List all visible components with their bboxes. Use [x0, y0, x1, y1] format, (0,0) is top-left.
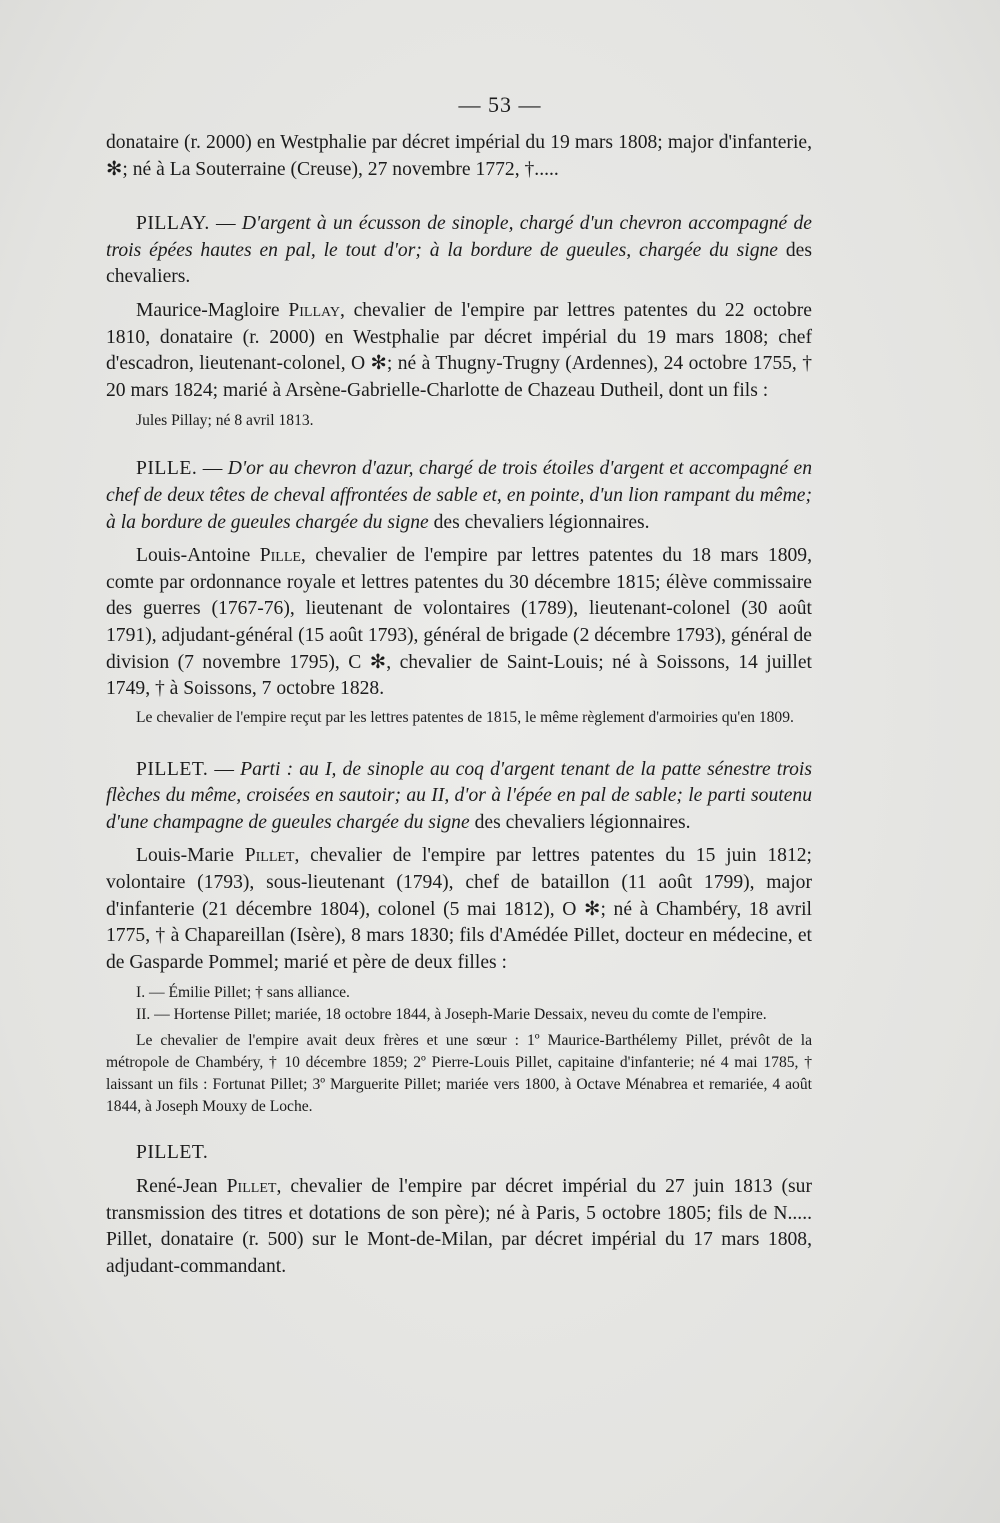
biography-text: , chevalier de l'empire par lettres patentes du 18 mars 1809, comte par ordonnance royale et lettres patentes du 30 décembre 1815; élève commissaire des guerres (1767-76), lieutenant de volontaires (1789), lieutenant-colonel (30 août 1791), adjudant-général (15 août 1793), général de brigade (2 décembre 1793), général de division (7 novembre 1795), C ✻, chevalier de Saint-Louis; né à Soissons, 14 juillet 1749, † à Soissons, 7 octobre 1828.: [106, 545, 812, 700]
descendant-line: II. — Hortense Pillet; mariée, 18 octobre 1844, à Joseph-Marie Dessaix, neveu du comte de l'empire.: [136, 1006, 767, 1024]
entry-heading-pillay: [106, 211, 812, 291]
biography-text: , chevalier de l'empire par décret impérial du 27 juin 1813 (sur transmission des titres et dotations de son père); né à Paris, 5 octobre 1805; fils de N..... Pillet, donataire (r. 500) sur le Mont-de-Milan, par décret impérial du 17 mars 1808, adjudant-commandant.: [106, 1176, 813, 1277]
page-content: [106, 130, 812, 1280]
entry-heading-pillet-2: [106, 1140, 812, 1167]
entry-note: Le chevalier de l'empire reçut par les lettres patentes de 1815, le même règlement d'armoiries qu'en 1809.: [136, 708, 794, 726]
blazon-tail: des chevaliers légionnaires.: [469, 811, 691, 833]
heading-dash: —: [197, 458, 228, 480]
descendant-line: I. — Émilie Pillet; † sans alliance.: [136, 984, 350, 1002]
biography-text: , chevalier de l'empire par lettres patentes du 22 octobre 1810, donataire (r. 2000) en Westphalie par décret impérial du 19 mars 1808; chef d'escadron, lieutenant-colonel, O ✻; né à Thugny-Trugny (Ardennes), 24 octobre 1755, † 20 mars 1824; marié à Arsène-Gabrielle-Charlotte de Chazeau Dutheil, dont un fils :: [106, 299, 812, 401]
given-name: Maurice-Magloire: [136, 299, 289, 321]
heading-dash: —: [208, 758, 241, 780]
entry-note: Le chevalier de l'empire avait deux frères et une sœur : 1º Maurice-Barthélemy Pillet, prévôt de la métropole de Chambéry, † 10 décembre 1859; 2º Pierre-Louis Pillet, capitaine d'infanterie; né 4 mai 1785, † laissant un fils : Fortunat Pillet; 3º Marguerite Pillet; mariée vers 1800, à Octave Ménabrea et remariée, 4 août 1844, à Joseph Mouxy de Loche.: [106, 1032, 812, 1116]
surname: Pillet: [244, 845, 295, 867]
entry-biography-pillet: [106, 843, 812, 976]
surname: Pillay: [288, 299, 340, 321]
entry-name: PILLE.: [136, 458, 198, 480]
continuation-paragraph: donataire (r. 2000) en Westphalie par décret impérial du 19 mars 1808; major d'infanterie, ✻; né à La Souterraine (Creuse), 27 novembre 1772, †.....: [106, 132, 812, 180]
page-number: — 53 —: [458, 92, 542, 117]
blazon-tail: des chevaliers légionnaires.: [428, 511, 650, 533]
entry-biography-pillay: [106, 298, 812, 404]
blazon-tail: des chevaliers.: [106, 239, 812, 288]
given-name: René-Jean: [136, 1176, 227, 1198]
entry-biography-pille: [106, 543, 812, 703]
entry-name: PILLET.: [136, 758, 209, 780]
heading-dash: —: [209, 213, 242, 235]
biography-text: , chevalier de l'empire par lettres patentes du 15 juin 1812; volontaire (1793), sous-lieutenant (1794), chef de bataillon (11 août 1799), major d'infanterie (21 décembre 1804), colonel (5 mai 1812), O ✻; né à Chambéry, 18 avril 1775, † à Chapareillan (Isère), 8 mars 1830; fils d'Amédée Pillet, docteur en médecine, et de Gasparde Pommel; marié et père de deux filles :: [106, 845, 812, 973]
entry-name: PILLAY.: [136, 213, 210, 235]
given-name: Louis-Antoine: [136, 545, 260, 567]
blazon-text: D'argent à un écusson de sinople, chargé d'un chevron accompagné de trois épées hautes en pal, le tout d'or; à la bordure de gueules, chargée du signe: [106, 213, 813, 261]
blazon-text: Parti : au I, de sinople au coq d'argent tenant de la patte sénestre trois flèches du même, croisées en sautoir; au II, d'or à l'épée en pal de sable; le parti soutenu d'une champagne de gueules chargée du signe: [106, 758, 812, 833]
blazon-text: D'or au chevron d'azur, chargé de trois étoiles d'argent et accompagné en chef de deux têtes de cheval affrontées de sable et, en pointe, d'un lion rampant du même; à la bordure de gueules chargée du signe: [106, 458, 812, 533]
given-name: Louis-Marie: [136, 845, 245, 867]
surname: Pillet: [226, 1176, 277, 1198]
entry-heading-pille: [106, 456, 812, 536]
surname: Pille: [259, 545, 301, 567]
entry-name: PILLET.: [136, 1142, 209, 1164]
entry-heading-pillet: [106, 757, 812, 837]
descendant-line: Jules Pillay; né 8 avril 1813.: [136, 412, 314, 430]
entry-biography-pillet-2: [106, 1174, 812, 1280]
